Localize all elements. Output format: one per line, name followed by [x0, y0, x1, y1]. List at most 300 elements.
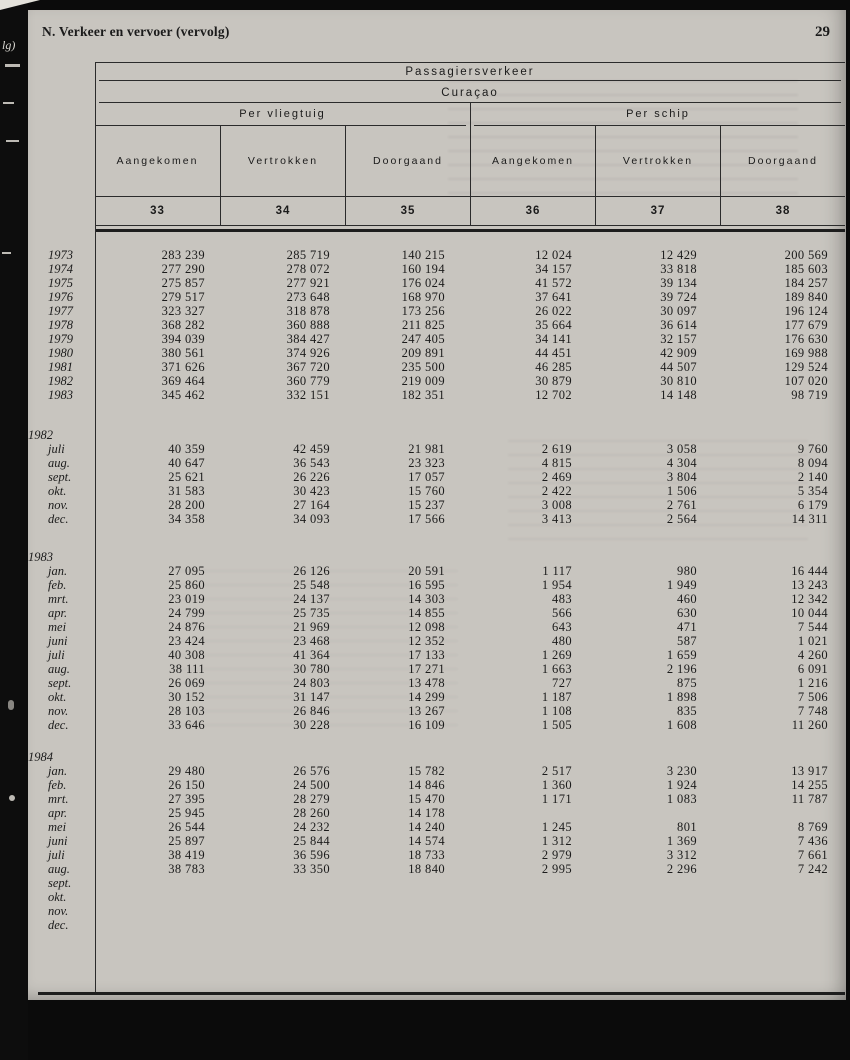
- row-label: okt.: [48, 484, 67, 498]
- cell-value: 38 111: [169, 662, 205, 676]
- cell-value: 29 480: [168, 764, 205, 778]
- cell-value: 283 239: [161, 248, 205, 262]
- cell-value: 14 240: [408, 820, 445, 834]
- table-bottom-rule: [38, 992, 845, 995]
- cell-value: [345, 890, 470, 904]
- block-label-row: [28, 550, 846, 564]
- cell-value: 107 020: [784, 374, 828, 388]
- cell-value: [595, 806, 720, 820]
- row-label: sept.: [48, 876, 72, 890]
- cell-value: 38 419: [168, 848, 205, 862]
- table-row: [28, 262, 846, 276]
- cell-value: 177 679: [784, 318, 828, 332]
- row-label: sept.: [48, 470, 72, 484]
- cell-value: 360 779: [286, 374, 330, 388]
- table-row: [28, 718, 846, 732]
- cell-value: 323 327: [161, 304, 205, 318]
- row-label: mrt.: [48, 592, 69, 606]
- cell-value: 23 323: [408, 456, 445, 470]
- table-row: [28, 792, 846, 806]
- cell-value: 24 500: [293, 778, 330, 792]
- cell-value: 28 260: [293, 806, 330, 820]
- row-label: 1977: [48, 304, 73, 318]
- section-title: N. Verkeer en vervoer (vervolg): [42, 24, 230, 39]
- cell-value: 1 171: [541, 792, 572, 806]
- cell-value: [95, 876, 220, 890]
- cell-value: 10 044: [791, 606, 828, 620]
- table-row: [28, 904, 846, 918]
- cell-value: 40 647: [168, 456, 205, 470]
- cell-value: 26 226: [293, 470, 330, 484]
- cell-value: 1 187: [541, 690, 572, 704]
- cell-value: 247 405: [401, 332, 445, 346]
- cell-value: 483: [552, 592, 572, 606]
- row-label: apr.: [48, 606, 68, 620]
- scan-artifact: [3, 102, 14, 104]
- row-label: juni: [48, 834, 68, 848]
- cell-value: 12 024: [535, 248, 572, 262]
- cell-value: [220, 876, 345, 890]
- row-label: aug.: [48, 662, 70, 676]
- cell-value: 279 517: [161, 290, 205, 304]
- cell-value: 4 260: [797, 648, 828, 662]
- row-label: jan.: [48, 564, 68, 578]
- table-row: [28, 820, 846, 834]
- cell-value: 30 097: [660, 304, 697, 318]
- cell-value: 6 091: [797, 662, 828, 676]
- cell-value: 1 312: [541, 834, 572, 848]
- cell-value: 44 451: [535, 346, 572, 360]
- row-label: feb.: [48, 578, 67, 592]
- cell-value: 36 614: [660, 318, 697, 332]
- cell-value: 31 583: [168, 484, 205, 498]
- table-row: [28, 778, 846, 792]
- statistics-table: [28, 62, 846, 995]
- cell-value: [345, 904, 470, 918]
- cell-value: 20 591: [408, 564, 445, 578]
- cell-value: 26 544: [168, 820, 205, 834]
- cell-value: [220, 904, 345, 918]
- scan-artifact: [2, 252, 11, 254]
- cell-value: 32 157: [660, 332, 697, 346]
- cell-value: 369 464: [161, 374, 205, 388]
- page-header: [28, 24, 846, 44]
- cell-value: 182 351: [401, 388, 445, 402]
- cell-value: 875: [677, 676, 697, 690]
- cell-value: 480: [552, 634, 572, 648]
- table-subtitle: Curaçao: [441, 87, 499, 99]
- table-row: [28, 606, 846, 620]
- row-label: nov.: [48, 704, 69, 718]
- cell-value: 2 422: [541, 484, 572, 498]
- group-header-per-schip: Per schip: [470, 103, 845, 126]
- cell-value: 12 702: [535, 388, 572, 402]
- cell-value: 1 216: [797, 676, 828, 690]
- row-label: 1974: [48, 262, 73, 276]
- cell-value: 367 720: [286, 360, 330, 374]
- cell-value: 37 641: [535, 290, 572, 304]
- cell-value: 374 926: [286, 346, 330, 360]
- cell-value: 39 724: [660, 290, 697, 304]
- cell-value: 185 603: [784, 262, 828, 276]
- block-year-label: 1984: [28, 750, 53, 764]
- column-header-aangekomen-vliegtuig: Aangekomen: [116, 155, 199, 167]
- cell-value: 1 506: [666, 484, 697, 498]
- cell-value: 12 098: [408, 620, 445, 634]
- cell-value: 460: [677, 592, 697, 606]
- cell-value: 278 072: [286, 262, 330, 276]
- cell-value: 471: [677, 620, 697, 634]
- cell-value: 5 354: [797, 484, 828, 498]
- cell-value: 16 595: [408, 578, 445, 592]
- cell-value: [595, 890, 720, 904]
- cell-value: 21 981: [408, 442, 445, 456]
- group-header-per-vliegtuig: Per vliegtuig: [239, 108, 326, 120]
- cell-value: 332 151: [286, 388, 330, 402]
- cell-value: 368 282: [161, 318, 205, 332]
- cell-value: 727: [552, 676, 572, 690]
- cell-value: 14 855: [408, 606, 445, 620]
- cell-value: 7 242: [797, 862, 828, 876]
- cell-value: 34 093: [293, 512, 330, 526]
- table-row: [28, 690, 846, 704]
- cell-value: [470, 904, 595, 918]
- table-row: [28, 676, 846, 690]
- cell-value: 2 979: [541, 848, 572, 862]
- cell-value: 980: [677, 564, 697, 578]
- row-label: apr.: [48, 806, 68, 820]
- cell-value: 25 735: [293, 606, 330, 620]
- column-number-35: 35: [345, 197, 470, 225]
- cell-value: 30 152: [168, 690, 205, 704]
- block-label-row: [28, 428, 846, 442]
- cell-value: 7 748: [797, 704, 828, 718]
- cell-value: 380 561: [161, 346, 205, 360]
- cell-value: 13 917: [791, 764, 828, 778]
- table-row: [28, 484, 846, 498]
- cell-value: 12 429: [660, 248, 697, 262]
- cell-value: 14 148: [660, 388, 697, 402]
- cell-value: 13 267: [408, 704, 445, 718]
- cell-value: [470, 806, 595, 820]
- table-row: [28, 388, 846, 402]
- cell-value: 129 524: [784, 360, 828, 374]
- cell-value: 8 769: [797, 820, 828, 834]
- cell-value: 209 891: [401, 346, 445, 360]
- margin-mark: lg): [2, 38, 16, 52]
- cell-value: 21 969: [293, 620, 330, 634]
- cell-value: 7 436: [797, 834, 828, 848]
- table-row: [28, 662, 846, 676]
- cell-value: 2 761: [666, 498, 697, 512]
- cell-value: 17 271: [408, 662, 445, 676]
- table-row: [28, 848, 846, 862]
- cell-value: 2 619: [541, 442, 572, 456]
- cell-value: 14 255: [791, 778, 828, 792]
- cell-value: 160 194: [401, 262, 445, 276]
- cell-value: 3 230: [666, 764, 697, 778]
- cell-value: 6 179: [797, 498, 828, 512]
- spacer: [28, 197, 95, 225]
- table-row: [28, 564, 846, 578]
- cell-value: 587: [677, 634, 697, 648]
- row-label: 1978: [48, 318, 73, 332]
- cell-value: 24 876: [168, 620, 205, 634]
- table-row: [28, 704, 846, 718]
- cell-value: [470, 890, 595, 904]
- column-header-vertrokken-vliegtuig: Vertrokken: [220, 126, 345, 196]
- cell-value: 39 134: [660, 276, 697, 290]
- cell-value: [220, 918, 345, 932]
- cell-value: 3 804: [666, 470, 697, 484]
- cell-value: [720, 904, 845, 918]
- cell-value: 1 608: [666, 718, 697, 732]
- cell-value: 8 094: [797, 456, 828, 470]
- table-row: [28, 834, 846, 848]
- cell-value: 277 921: [286, 276, 330, 290]
- cell-value: 34 157: [535, 262, 572, 276]
- row-label: sept.: [48, 676, 72, 690]
- row-label: dec.: [48, 512, 69, 526]
- cell-value: 27 095: [168, 564, 205, 578]
- cell-value: 196 124: [784, 304, 828, 318]
- cell-value: 835: [677, 704, 697, 718]
- cell-value: 275 857: [161, 276, 205, 290]
- cell-value: 23 468: [293, 634, 330, 648]
- cell-value: 14 846: [408, 778, 445, 792]
- cell-value: 25 860: [168, 578, 205, 592]
- table-row: [28, 442, 846, 456]
- table-row: [28, 248, 846, 262]
- cell-value: 30 810: [660, 374, 697, 388]
- block-year-label: 1982: [28, 428, 53, 442]
- spacer: [28, 103, 95, 126]
- cell-value: 1 924: [666, 778, 697, 792]
- row-label: aug.: [48, 862, 70, 876]
- scan-artifact: [6, 140, 19, 142]
- cell-value: 26 069: [168, 676, 205, 690]
- cell-value: 176 024: [401, 276, 445, 290]
- cell-value: 1 269: [541, 648, 572, 662]
- cell-value: 12 352: [408, 634, 445, 648]
- table-row: [28, 578, 846, 592]
- table-body: [28, 232, 846, 932]
- cell-value: 801: [677, 820, 697, 834]
- row-label: 1975: [48, 276, 73, 290]
- table-row: [28, 764, 846, 778]
- cell-value: 26 150: [168, 778, 205, 792]
- row-label: 1973: [48, 248, 73, 262]
- cell-value: 1 117: [542, 564, 572, 578]
- cell-value: 11 787: [791, 792, 828, 806]
- table-row: [28, 806, 846, 820]
- column-number-row: [28, 197, 846, 225]
- cell-value: [220, 890, 345, 904]
- row-label: 1976: [48, 290, 73, 304]
- cell-value: 17 133: [408, 648, 445, 662]
- page-number: 29: [815, 24, 830, 40]
- row-label: 1980: [48, 346, 73, 360]
- cell-value: 14 574: [408, 834, 445, 848]
- cell-value: [345, 876, 470, 890]
- cell-value: [95, 904, 220, 918]
- row-label: 1983: [48, 388, 73, 402]
- cell-value: [470, 876, 595, 890]
- cell-value: 189 840: [784, 290, 828, 304]
- table-block: [28, 750, 846, 932]
- cell-value: 36 596: [293, 848, 330, 862]
- table-row: [28, 648, 846, 662]
- cell-value: 30 780: [293, 662, 330, 676]
- table-row: [28, 346, 846, 360]
- cell-value: 15 760: [408, 484, 445, 498]
- cell-value: 219 009: [401, 374, 445, 388]
- row-label: 1982: [48, 374, 73, 388]
- cell-value: 1 021: [797, 634, 828, 648]
- cell-value: 33 646: [168, 718, 205, 732]
- row-label: okt.: [48, 690, 67, 704]
- table-row: [28, 876, 846, 890]
- row-label: juli: [48, 648, 65, 662]
- cell-value: 360 888: [286, 318, 330, 332]
- cell-value: 31 147: [293, 690, 330, 704]
- cell-value: 26 576: [293, 764, 330, 778]
- row-label: nov.: [48, 904, 69, 918]
- cell-value: [720, 876, 845, 890]
- table-row: [28, 276, 846, 290]
- cell-value: 33 818: [660, 262, 697, 276]
- column-number-38: 38: [720, 197, 845, 225]
- cell-value: 273 648: [286, 290, 330, 304]
- cell-value: 3 058: [666, 442, 697, 456]
- cell-value: 1 108: [541, 704, 572, 718]
- cell-value: 26 846: [293, 704, 330, 718]
- cell-value: 15 782: [408, 764, 445, 778]
- cell-value: 1 360: [541, 778, 572, 792]
- column-number-37: 37: [595, 197, 720, 225]
- row-label: feb.: [48, 778, 67, 792]
- cell-value: 176 630: [784, 332, 828, 346]
- cell-value: 3 312: [666, 848, 697, 862]
- cell-value: 25 844: [293, 834, 330, 848]
- scan-corner-artifact: [0, 0, 40, 10]
- row-label: nov.: [48, 498, 69, 512]
- row-label: mei: [48, 820, 67, 834]
- row-label: dec.: [48, 918, 69, 932]
- cell-value: 285 719: [286, 248, 330, 262]
- cell-value: 23 019: [168, 592, 205, 606]
- cell-value: 28 200: [168, 498, 205, 512]
- row-label: juli: [48, 848, 65, 862]
- cell-value: 7 661: [797, 848, 828, 862]
- cell-value: 17 566: [408, 512, 445, 526]
- cell-value: [345, 918, 470, 932]
- cell-value: 46 285: [535, 360, 572, 374]
- table-row: [28, 332, 846, 346]
- cell-value: [720, 918, 845, 932]
- row-label: 1979: [48, 332, 73, 346]
- cell-value: 27 395: [168, 792, 205, 806]
- cell-value: 2 296: [666, 862, 697, 876]
- column-header-row: [28, 126, 846, 196]
- cell-value: 1 083: [666, 792, 697, 806]
- column-header-doorgaand-vliegtuig: Doorgaand: [345, 126, 470, 196]
- table-block: [28, 550, 846, 732]
- block-label-row: [28, 750, 846, 764]
- cell-value: 14 311: [791, 512, 828, 526]
- column-header-aangekomen-schip: Aangekomen: [470, 126, 595, 196]
- cell-value: [95, 890, 220, 904]
- cell-value: 15 470: [408, 792, 445, 806]
- document-page: [28, 10, 846, 1000]
- column-number-36: 36: [470, 197, 595, 225]
- cell-value: 2 469: [541, 470, 572, 484]
- cell-value: [720, 890, 845, 904]
- column-number-34: 34: [220, 197, 345, 225]
- column-header-vertrokken-schip: Vertrokken: [595, 126, 720, 196]
- cell-value: 4 815: [541, 456, 572, 470]
- table-row: [28, 304, 846, 318]
- table-row: [28, 890, 846, 904]
- cell-value: 14 303: [408, 592, 445, 606]
- table-row: [28, 456, 846, 470]
- cell-value: 24 137: [293, 592, 330, 606]
- cell-value: 24 803: [293, 676, 330, 690]
- row-label: juni: [48, 634, 68, 648]
- cell-value: 394 039: [161, 332, 205, 346]
- cell-value: 2 140: [797, 470, 828, 484]
- cell-value: 34 141: [535, 332, 572, 346]
- table-row: [28, 290, 846, 304]
- cell-value: 211 825: [402, 318, 445, 332]
- row-label: mrt.: [48, 792, 69, 806]
- table-row: [28, 360, 846, 374]
- table-block: [28, 248, 846, 402]
- scan-artifact: [8, 700, 14, 710]
- row-label: aug.: [48, 456, 70, 470]
- cell-value: 30 879: [535, 374, 572, 388]
- cell-value: 18 733: [408, 848, 445, 862]
- table-row: [28, 620, 846, 634]
- column-number-33: 33: [150, 205, 165, 217]
- row-label: okt.: [48, 890, 67, 904]
- cell-value: 25 945: [168, 806, 205, 820]
- table-left-rule: [95, 62, 96, 992]
- table-header: [28, 62, 846, 232]
- row-label: mei: [48, 620, 67, 634]
- cell-value: 200 569: [784, 248, 828, 262]
- table-title: Passagiersverkeer: [405, 66, 535, 78]
- cell-value: 28 279: [293, 792, 330, 806]
- cell-value: 14 299: [408, 690, 445, 704]
- cell-value: [470, 918, 595, 932]
- cell-value: 23 424: [168, 634, 205, 648]
- cell-value: 1 505: [541, 718, 572, 732]
- table-row: [28, 634, 846, 648]
- cell-value: 40 308: [168, 648, 205, 662]
- cell-value: 25 621: [168, 470, 205, 484]
- table-block: [28, 428, 846, 526]
- cell-value: 12 342: [791, 592, 828, 606]
- cell-value: 1 245: [541, 820, 572, 834]
- cell-value: 371 626: [161, 360, 205, 374]
- cell-value: 7 544: [797, 620, 828, 634]
- cell-value: 38 783: [168, 862, 205, 876]
- table-row: [28, 374, 846, 388]
- cell-value: 173 256: [401, 304, 445, 318]
- cell-value: 566: [552, 606, 572, 620]
- cell-value: 42 459: [293, 442, 330, 456]
